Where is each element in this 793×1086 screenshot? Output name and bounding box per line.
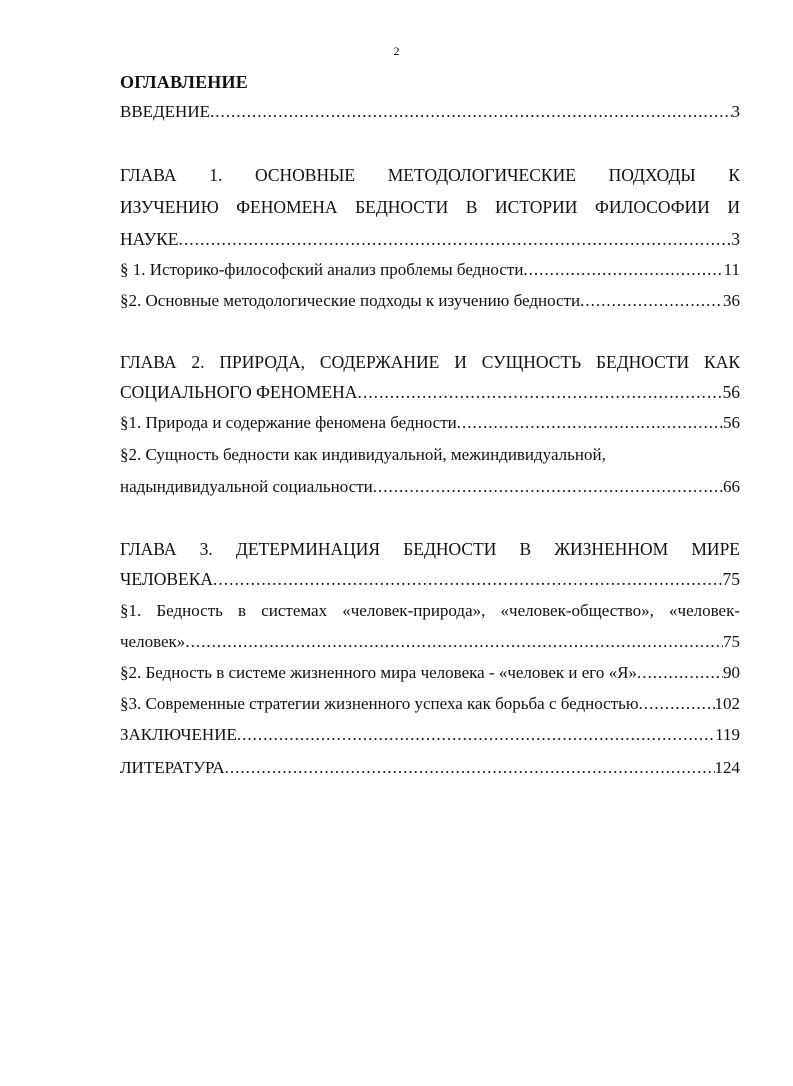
toc-chapter-3-line-1[interactable]: ГЛАВА 3. ДЕТЕРМИНАЦИЯ БЕДНОСТИ В ЖИЗНЕННОМ МИРЕ [120, 539, 740, 559]
toc-chapter-3-line-2[interactable] [120, 568, 740, 590]
toc-entry-page: 75 [723, 632, 740, 651]
toc-entry-page: 102 [714, 694, 740, 713]
dot-leader [237, 724, 715, 746]
toc-entry-page: 3 [731, 229, 740, 249]
dot-leader [210, 101, 732, 123]
dot-leader [637, 662, 723, 684]
toc-section-3-3[interactable] [120, 693, 740, 715]
toc-entry-text: §1. Природа и содержание феномена бедности [120, 413, 457, 432]
toc-title: ОГЛАВЛЕНИЕ [120, 72, 248, 92]
toc-section-2-2-line-1[interactable]: §2. Сущность бедности как индивидуальной, межиндивидуальной, [120, 445, 606, 464]
toc-entry-intro[interactable] [120, 101, 740, 123]
toc-section-3-1-line-1[interactable]: §1. Бедность в системах «человек-природа», «человек-общество», «человек- [120, 601, 740, 620]
toc-entry-text: СОЦИАЛЬНОГО ФЕНОМЕНА [120, 382, 358, 402]
toc-chapter-1-line-3[interactable] [120, 228, 740, 250]
toc-entry-page: 56 [723, 413, 740, 432]
toc-entry-page: 3 [731, 102, 740, 121]
toc-entry-text: §2. Бедность в системе жизненного мира человека - «человек и его «Я» [120, 663, 637, 682]
dot-leader [523, 259, 723, 281]
toc-section-1-1[interactable] [120, 259, 740, 281]
toc-entry-page: 90 [723, 663, 740, 682]
toc-entry-page: 11 [723, 260, 740, 279]
dot-leader [580, 290, 723, 312]
toc-entry-text: ЧЕЛОВЕКА [120, 569, 214, 589]
toc-section-3-2[interactable] [120, 662, 740, 684]
toc-chapter-2-line-2[interactable] [120, 381, 740, 403]
toc-entry-page: 75 [722, 569, 740, 589]
toc-entry-text: НАУКЕ [120, 229, 179, 249]
toc-entry-text: §2. Основные методологические подходы к изучению бедности [120, 291, 581, 310]
toc-entry-text: человек» [120, 632, 186, 651]
toc-entry-page: 124 [714, 758, 740, 777]
toc-entry-literature[interactable] [120, 757, 740, 779]
toc-chapter-1-line-2[interactable]: ИЗУЧЕНИЮ ФЕНОМЕНА БЕДНОСТИ В ИСТОРИИ ФИЛОСОФИИ И [120, 197, 740, 217]
dot-leader [185, 631, 723, 653]
toc-section-2-2-line-2[interactable] [120, 476, 740, 498]
toc-entry-page: 66 [723, 477, 740, 496]
toc-section-3-1-line-2[interactable] [120, 631, 740, 653]
toc-entry-text: ЗАКЛЮЧЕНИЕ [120, 725, 237, 744]
dot-leader [639, 693, 715, 715]
toc-entry-text: надындивидуальной социальности [120, 477, 373, 496]
toc-entry-conclusion[interactable] [120, 724, 740, 746]
toc-entry-page: 36 [723, 291, 740, 310]
toc-entry-page: 56 [722, 382, 740, 402]
toc-chapter-1-line-1[interactable]: ГЛАВА 1. ОСНОВНЫЕ МЕТОДОЛОГИЧЕСКИЕ ПОДХОДЫ К [120, 165, 740, 185]
toc-section-1-2[interactable] [120, 290, 740, 312]
toc-entry-page: 119 [715, 725, 740, 744]
toc-entry-text: ЛИТЕРАТУРА [120, 758, 225, 777]
toc-section-2-1[interactable] [120, 412, 740, 434]
toc-entry-text: §3. Современные стратегии жизненного успеха как борьба с бедностью [120, 694, 639, 713]
dot-leader [357, 381, 722, 403]
dot-leader [373, 476, 723, 498]
page-number: 2 [393, 44, 400, 58]
dot-leader [179, 228, 732, 250]
toc-chapter-2-line-1[interactable]: ГЛАВА 2. ПРИРОДА, СОДЕРЖАНИЕ И СУЩНОСТЬ БЕДНОСТИ КАК [120, 352, 740, 372]
toc-entry-text: ВВЕДЕНИЕ [120, 102, 210, 121]
dot-leader [457, 412, 723, 434]
dot-leader [225, 757, 715, 779]
dot-leader [213, 568, 722, 590]
toc-entry-text: § 1. Историко-философский анализ проблемы бедности [120, 260, 524, 279]
